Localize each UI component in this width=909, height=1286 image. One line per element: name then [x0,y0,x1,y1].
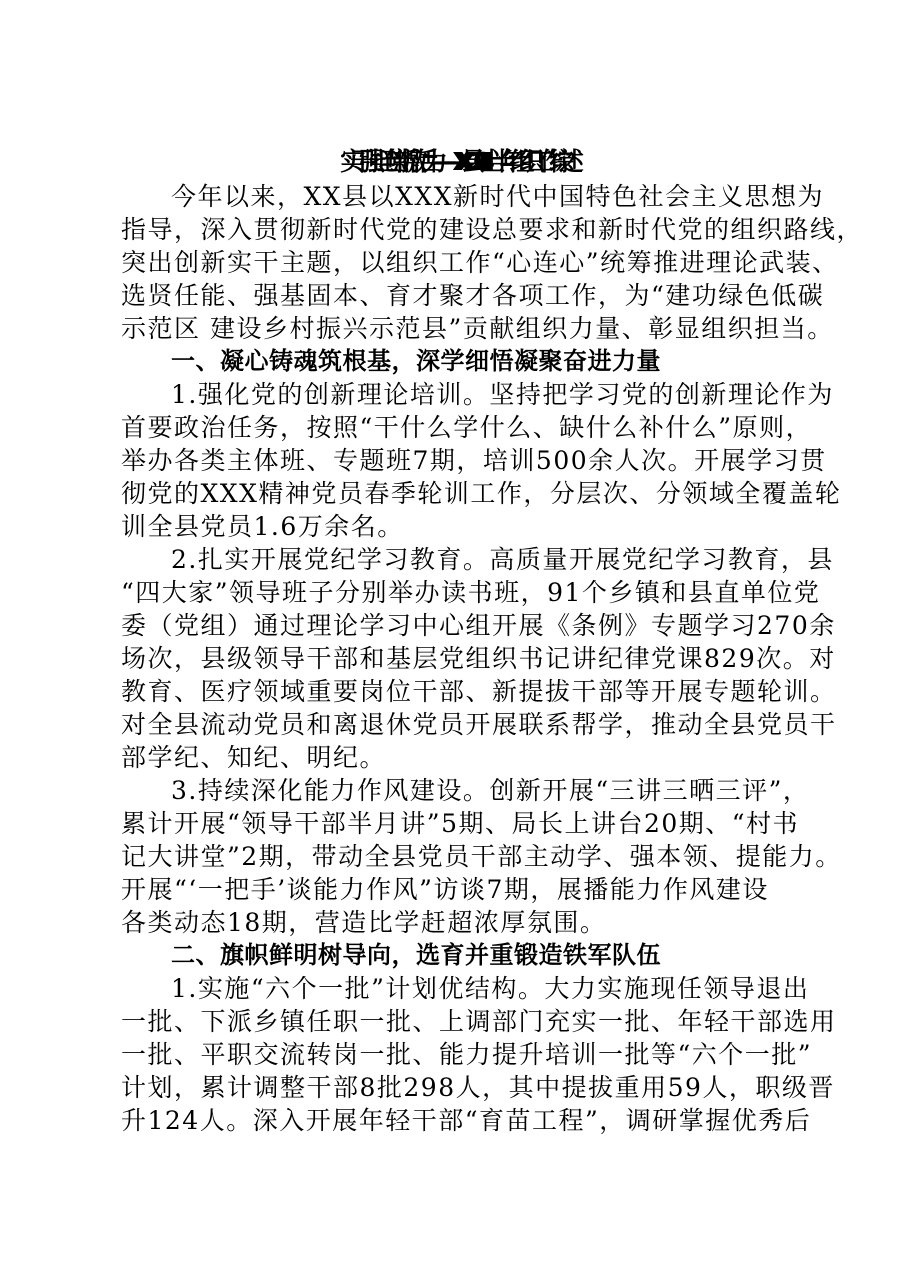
paragraph-line: 升124人。深入开展年轻干部“育苗工程”，调研掌握优秀后 [121,1106,812,1135]
paragraph-line: 记大讲堂”2期，带动全县党员干部主动学、强本领、提能力。 [121,842,842,871]
paragraph-line: 3.持续深化能力作风建设。创新开展“三讲三晒三评”， [171,776,810,805]
paragraph-line: 累计开展“领导干部半月讲”5期、局长上讲台20期、“村书 [121,809,800,838]
paragraph-line: 选贤任能、强基固本、育才聚才各项工作，为“建功绿色低碳 [121,281,825,310]
paragraph-line: 一批、下派乡镇任职一批、上调部门充实一批、年轻干部选用 [121,1007,837,1036]
paragraph-line: 示范区 建设乡村振兴示范县”贡献组织力量、彰显组织担当。 [121,314,834,343]
paragraph-line: 一批、平职交流转岗一批、能力提升培训一批等“六个一批” [121,1040,813,1069]
paragraph-line: “四大家”领导班子分别举办读书班，91个乡镇和县直单位党 [121,578,821,607]
document-body [121,180,864,1137]
paragraph-line: 首要政治任务，按照“干什么学什么、缺什么补什么”原则， [121,413,813,442]
paragraph-line: 对全县流动党员和离退休党员开展联系帮学，推动全县党员干 [121,710,837,739]
section-heading: 一、凝心铸魂筑根基，深学细悟凝聚奋进力量 [171,347,661,375]
paragraph-line: 举办各类主体班、专题班7期，培训500余人次。开展学习贯 [121,446,827,475]
paragraph-line: 2.扎实开展党纪学习教育。高质量开展党纪学习教育，县 [171,545,834,574]
paragraph-line: 计划，累计调整干部8批298人，其中提拔重用59人，职级晋 [121,1073,835,1102]
paragraph-line: 场次，县级领导干部和基层党组织书记讲纪律党课829次。对 [121,644,836,673]
paragraph-line: 委（党组）通过理论学习中心组开展《条例》专题学习270余 [121,611,836,640]
paragraph-line: 各类动态18期，营造比学赶超浓厚氛围。 [121,908,607,937]
paragraph-line: 指导，深入贯彻新时代党的建设总要求和新时代党的组织路线， [121,215,864,244]
paragraph-line: 开展“‘一把手’谈能力作风”访谈7期，展播能力作风建设 [121,875,769,904]
paragraph-line: 彻党的XXX精神党员春季轮训工作，分层次、分领域全覆盖轮 [121,479,842,508]
paragraph-line: 1.强化党的创新理论培训。坚持把学习党的创新理论作为 [171,380,834,409]
paragraph-line: 突出创新实干主题，以组织工作“心连心”统筹推进理论武装、 [121,248,839,277]
paragraph-line: 1.实施“六个一批”计划优结构。大力实施现任领导退出 [171,974,810,1003]
document-title: 实干强担当 创新激活力——XX县2024上半年组织工作综述 [340,147,569,176]
section-heading: 二、旗帜鲜明树导向，选育并重锻造铁军队伍 [171,941,661,969]
paragraph-line: 部学纪、知纪、明纪。 [121,743,387,772]
paragraph-line: 教育、医疗领域重要岗位干部、新提拔干部等开展专题轮训。 [121,677,837,706]
paragraph-line: 今年以来，XX县以XXX新时代中国特色社会主义思想为 [171,182,824,211]
paragraph-line: 训全县党员1.6万余名。 [121,512,404,541]
